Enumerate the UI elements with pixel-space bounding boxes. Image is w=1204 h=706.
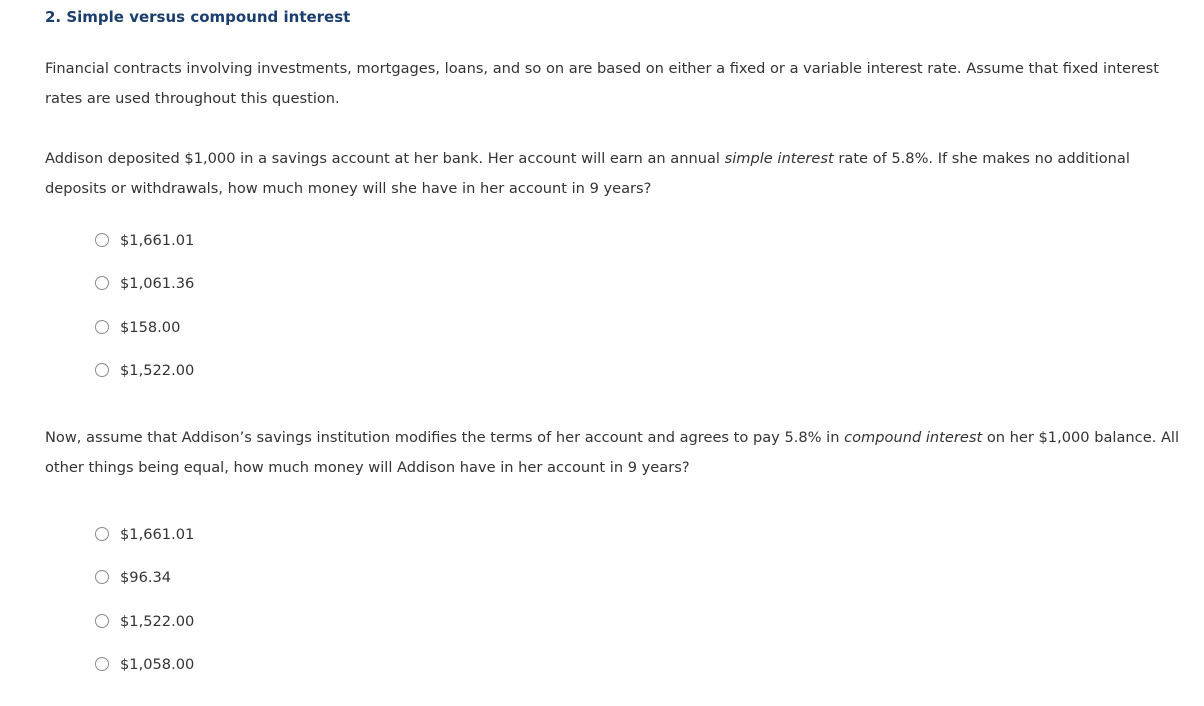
radio-button[interactable] xyxy=(95,233,109,247)
part1-option-3[interactable] xyxy=(95,317,180,337)
question-title: 2. Simple versus compound interest xyxy=(45,8,351,26)
radio-button[interactable] xyxy=(95,320,109,334)
part1-option-2[interactable] xyxy=(95,273,194,293)
part1-option-4[interactable] xyxy=(95,360,194,380)
part1-option-1[interactable] xyxy=(95,230,194,250)
option-label: $1,522.00 xyxy=(120,361,195,379)
part2-option-2[interactable] xyxy=(95,567,171,587)
option-label: $1,061.36 xyxy=(120,274,195,292)
part1-question-text xyxy=(45,144,1185,204)
part2-option-4[interactable] xyxy=(95,654,194,674)
part2-text-before: Now, assume that Addison’s savings institution modifies the terms of her account and agrees to pay 5.8% in xyxy=(45,429,845,446)
part2-option-3[interactable] xyxy=(95,611,194,631)
option-label: $1,522.00 xyxy=(120,612,195,630)
option-label: $158.00 xyxy=(120,318,181,336)
radio-button[interactable] xyxy=(95,570,109,584)
radio-button[interactable] xyxy=(95,614,109,628)
part2-question-text xyxy=(45,423,1185,483)
part2-text-after: on her $1,000 balance. All other things being equal, how much money will Addison have in her account in 9 years? xyxy=(45,429,1180,476)
part2-option-1[interactable] xyxy=(95,524,194,544)
part1-text-before: Addison deposited $1,000 in a savings account at her bank. Her account will earn an annual xyxy=(45,150,725,167)
option-label: $1,661.01 xyxy=(120,231,195,249)
intro-paragraph: Financial contracts involving investments, mortgages, loans, and so on are based on either a fixed or a variable interest rate. Assume that fixed interest rates are used throughout this question. xyxy=(45,60,1160,107)
radio-button[interactable] xyxy=(95,363,109,377)
part1-text-after: rate of 5.8%. If she makes no additional deposits or withdrawals, how much money will she have in her account in 9 years? xyxy=(45,150,1130,197)
radio-button[interactable] xyxy=(95,657,109,671)
part2-text-italic: compound interest xyxy=(844,429,983,446)
radio-button[interactable] xyxy=(95,276,109,290)
option-label: $1,058.00 xyxy=(120,655,195,673)
radio-button[interactable] xyxy=(95,527,109,541)
option-label: $1,661.01 xyxy=(120,525,195,543)
part1-text-italic: simple interest xyxy=(724,150,834,167)
option-label: $96.34 xyxy=(120,568,172,586)
